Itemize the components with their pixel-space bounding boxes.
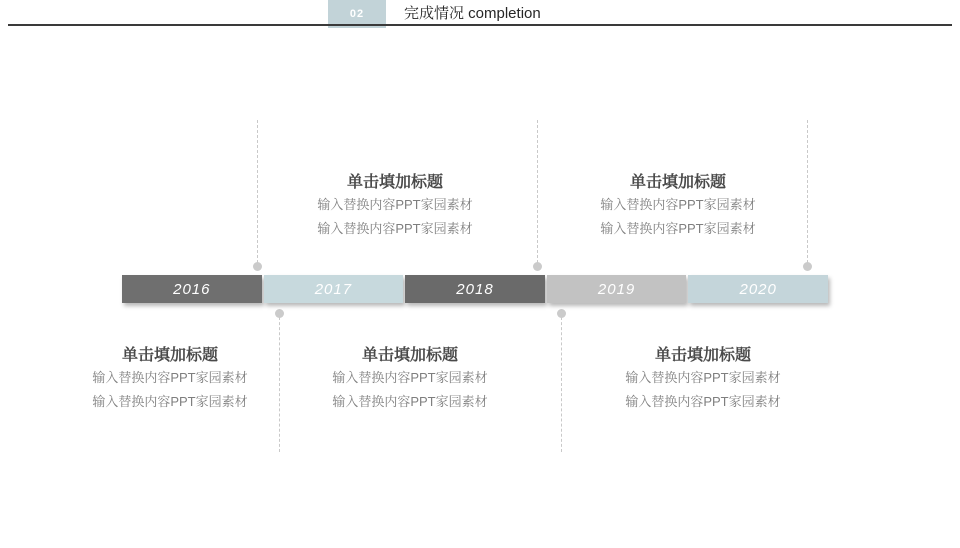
callout-title: 单击填加标题 bbox=[629, 174, 726, 191]
timeline-bar bbox=[122, 275, 828, 303]
callout-title: 单击填加标题 bbox=[361, 347, 458, 364]
connector-dot bbox=[803, 262, 812, 271]
connector-dot bbox=[253, 262, 262, 271]
callout-text-line: 输入替换内容PPT家园素材 bbox=[317, 197, 473, 212]
callout-text-line: 输入替换内容PPT家园素材 bbox=[600, 197, 756, 212]
timeline-segment-2016[interactable] bbox=[122, 275, 262, 303]
callout-text-line: 输入替换内容PPT家园素材 bbox=[600, 221, 756, 236]
connector-dot bbox=[533, 262, 542, 271]
callout-bottom-1[interactable] bbox=[30, 346, 310, 414]
callout-bottom-2[interactable] bbox=[270, 346, 550, 414]
callout-title: 单击填加标题 bbox=[346, 174, 443, 191]
callout-top-1[interactable] bbox=[255, 173, 535, 241]
callout-text-line: 输入替换内容PPT家园素材 bbox=[332, 370, 488, 385]
year-label: 2020 bbox=[739, 280, 777, 298]
timeline-segment-2019[interactable] bbox=[547, 275, 687, 303]
callout-bottom-3[interactable] bbox=[563, 346, 843, 414]
connector-dot bbox=[275, 309, 284, 318]
callout-top-2[interactable] bbox=[538, 173, 818, 241]
callout-title: 单击填加标题 bbox=[654, 347, 751, 364]
year-label: 2016 bbox=[173, 280, 211, 298]
timeline-segment-2018[interactable] bbox=[405, 275, 545, 303]
callout-text-line: 输入替换内容PPT家园素材 bbox=[92, 370, 248, 385]
connector-dot bbox=[557, 309, 566, 318]
callout-text-line: 输入替换内容PPT家园素材 bbox=[317, 221, 473, 236]
year-label: 2019 bbox=[597, 280, 636, 298]
callout-text-line: 输入替换内容PPT家园素材 bbox=[92, 394, 248, 409]
header-divider bbox=[8, 24, 952, 26]
callout-title: 单击填加标题 bbox=[121, 347, 218, 364]
year-label: 2018 bbox=[456, 280, 494, 298]
section-title: 完成情况 completion bbox=[404, 5, 541, 22]
section-number-badge: 02 bbox=[328, 0, 386, 28]
timeline-segment-2020[interactable] bbox=[688, 275, 828, 303]
callout-text-line: 输入替换内容PPT家园素材 bbox=[625, 394, 781, 409]
dotted-connector-bottom-2 bbox=[561, 317, 562, 452]
timeline-segment-2017[interactable] bbox=[264, 275, 404, 303]
callout-text-line: 输入替换内容PPT家园素材 bbox=[332, 394, 488, 409]
callout-text-line: 输入替换内容PPT家园素材 bbox=[625, 370, 781, 385]
year-label: 2017 bbox=[314, 280, 353, 298]
